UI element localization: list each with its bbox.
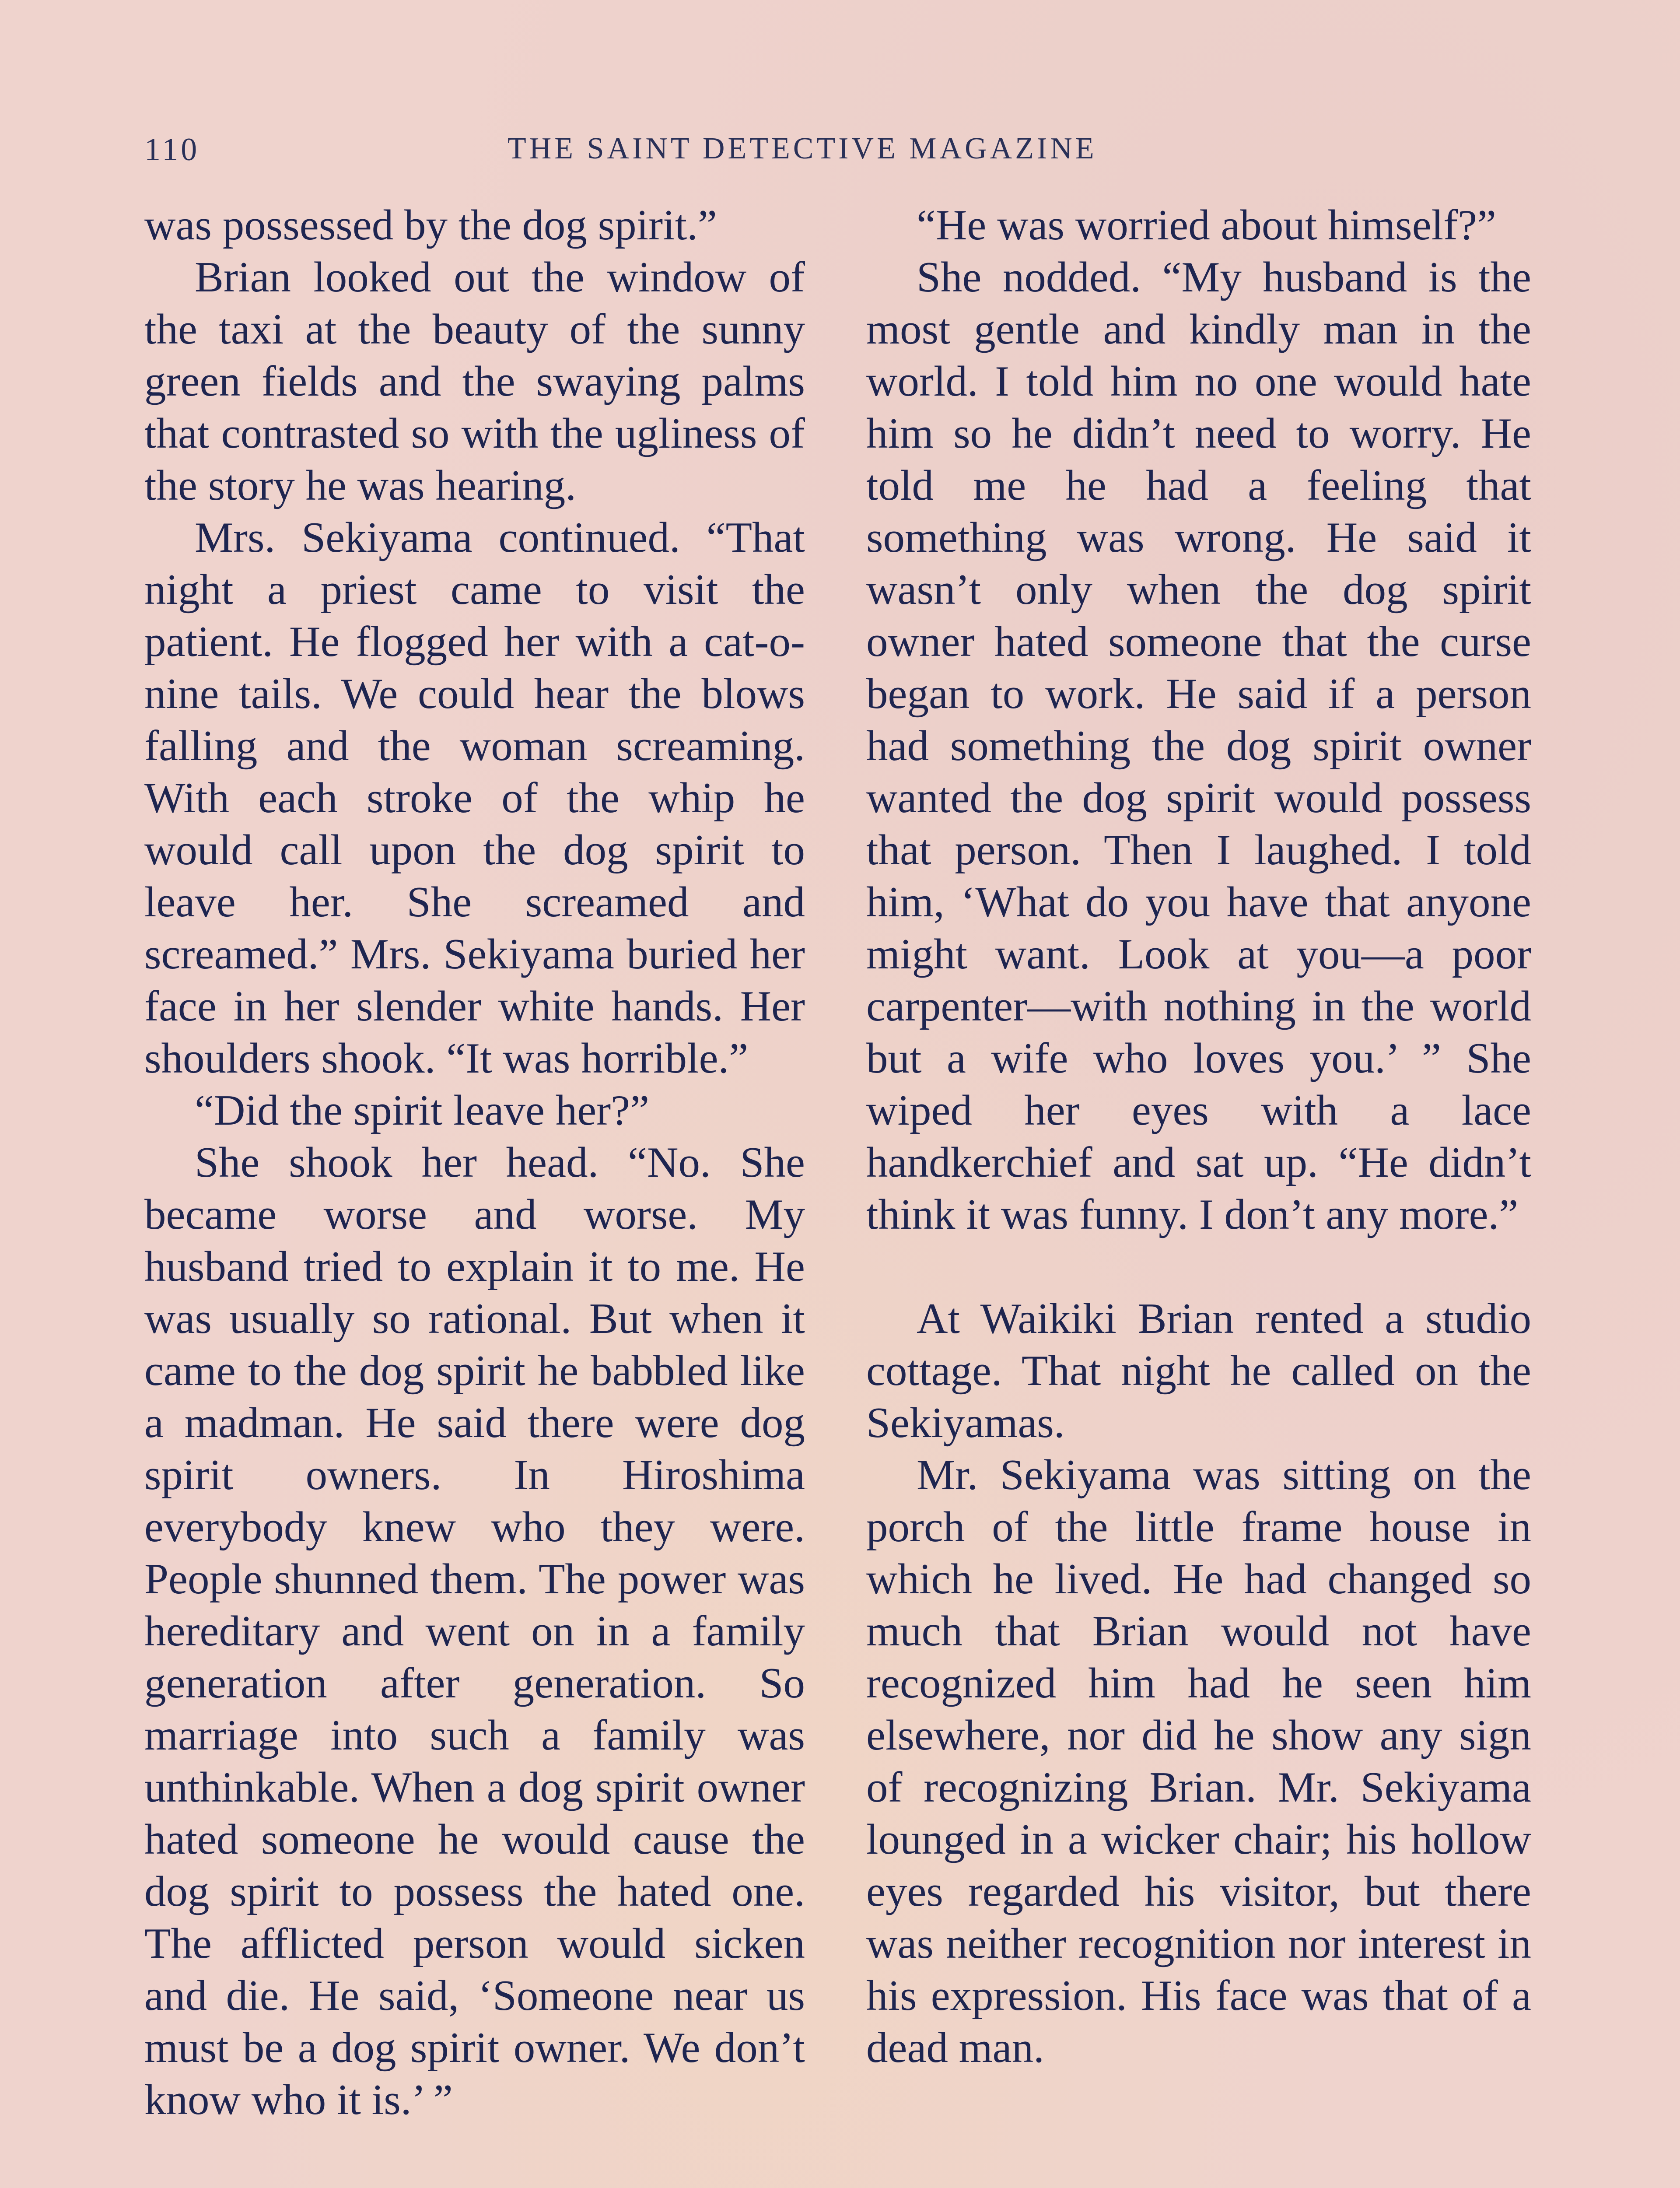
- paragraph: At Waikiki Brian rented a studio cottage. That night he called on the Sekiyamas.: [866, 1295, 1531, 1447]
- left-column: [144, 199, 805, 2126]
- paragraph: She shook her head. “No. She became worse and worse. My husband tried to explain it to me. He was usually so rational. But when it came to the dog spirit he babbled like a madman. He said there were dog spirit owners. In Hiroshima everybody knew who they were. People shunned them. The power was hereditary and went on in a family generation after generation. So marriage into such a family was unthinkable. When a dog spirit owner hated someone he would cause the dog spirit to possess the hated one. The afflicted person would sicken and die. He said, ‘Someone near us must be a dog spirit owner. We don’t know who it is.’ ”: [144, 1139, 805, 2124]
- paragraph: was possessed by the dog spirit.”: [144, 201, 717, 249]
- paragraph: “He was worried about himself?”: [917, 201, 1496, 249]
- paragraph: Mrs. Sekiyama continued. “That night a priest came to visit the patient. He flogged her with a cat-o-nine tails. We could hear the blows falling and the woman screaming. With each stroke of the whip he would call upon the dog spirit to leave her. She screamed and screamed.” Mrs. Sekiyama buried her face in her slender white hands. Her shoulders shook. “It was horrible.”: [144, 514, 805, 1082]
- right-column: [866, 199, 1531, 2074]
- running-head: THE SAINT DETECTIVE MAGAZINE: [508, 132, 1097, 165]
- page-header: [144, 131, 1536, 175]
- page-number: 110: [144, 132, 200, 168]
- paragraph: Mr. Sekiyama was sitting on the porch of the little frame house in which he lived. He had changed so much that Brian would not have recognized him had he seen him elsewhere, nor did he show any sign of recognizing Brian. Mr. Sekiyama lounged in a wicker chair; his hollow eyes regarded his visitor, but there was neither recognition nor interest in his expression. His face was that of a dead man.: [866, 1451, 1531, 2072]
- paragraph: “Did the spirit leave her?”: [195, 1087, 650, 1134]
- paragraph: She nodded. “My husband is the most gentle and kindly man in the world. I told him no one would hate him so he didn’t need to worry. He told me he had a feeling that something was wrong. He said it wasn’t only when the dog spirit owner hated someone that the curse began to work. He said if a person had something the dog spirit owner wanted the dog spirit would possess that person. Then I laughed. I told him, ‘What do you have that anyone might want. Look at you—a poor carpenter—with nothing in the world but a wife who loves you.’ ” She wiped her eyes with a lace handkerchief and sat up. “He didn’t think it was funny. I don’t any more.”: [866, 253, 1531, 1238]
- paragraph: Brian looked out the window of the taxi at the beauty of the sunny green fields and the swaying palms that contrasted so with the ugliness of the story he was hearing.: [144, 253, 805, 509]
